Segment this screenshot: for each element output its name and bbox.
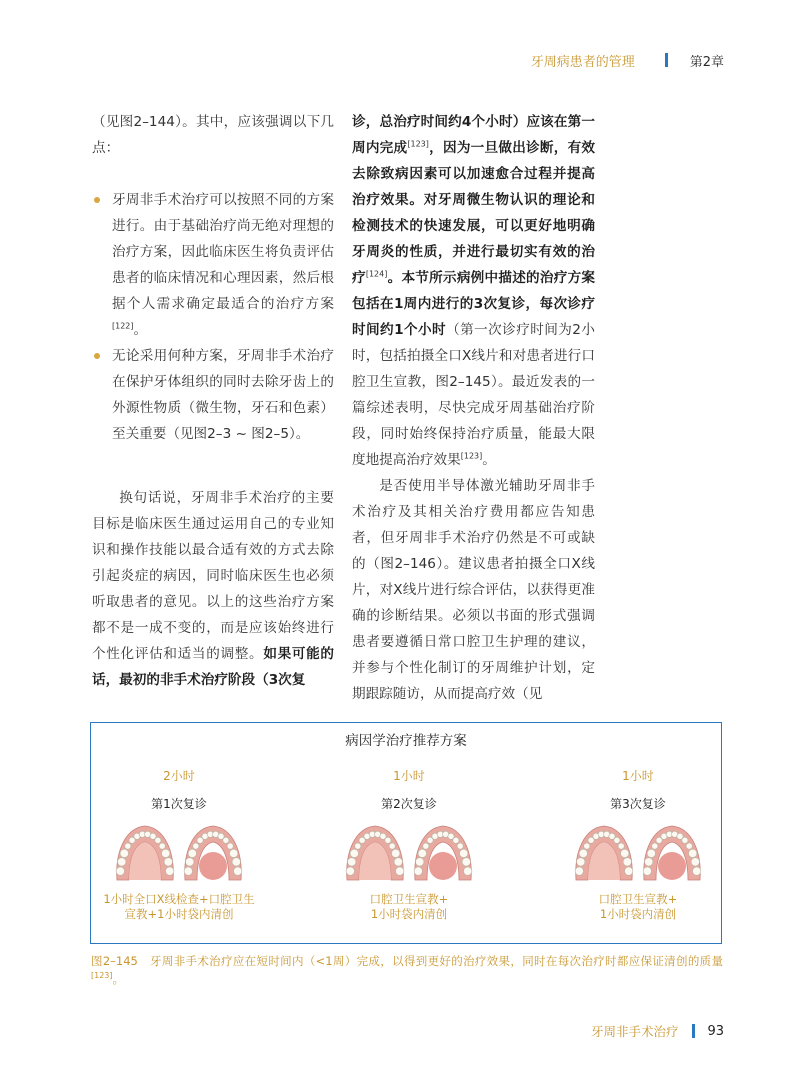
body-paragraph-continued: [352, 109, 595, 473]
right-column: [352, 109, 595, 707]
dental-arches: [324, 822, 494, 886]
figure-caption: [91, 952, 723, 988]
caption-tail: 。: [112, 972, 125, 986]
running-header: [531, 50, 724, 70]
running-footer: [591, 1022, 724, 1040]
emphasis-text: 诊，总治疗时间约4个小时）应该在第一周内完成: [352, 114, 595, 156]
citation: [124]: [365, 269, 388, 279]
emphasis-text: ，因为一旦做出诊断，有效去除致病因素可以加速愈合过程并提高治疗效果。对牙周微生物认识的理论和检测技术的快速发展，可以更好地明确牙周炎的性质，并进行最切实有效的治疗: [352, 140, 596, 286]
bullet-item-1: [92, 187, 334, 343]
body-paragraph: 是否使用半导体激光辅助牙周非手术治疗及其相关治疗费用都应告知患者，但牙周非手术治疗仍然是不可或缺的（图2–146）。建议患者拍摄全口X线片，对X线片进行综合评估，以获得更准确的诊断结果。必须以书面的形式强调患者要遵循日常口腔卫生护理的建议，并参与个性化制订的牙周维护计划，定期跟踪随访，从而提高疗效（见: [352, 478, 595, 702]
citation: [123]: [460, 451, 483, 461]
figure-2-145: [90, 722, 722, 944]
visit-description-line: 口腔卫生宣教+: [598, 892, 678, 906]
bullet-item-2: [92, 343, 334, 447]
visit-description-line: 宣教+1小时袋内清创: [124, 907, 234, 921]
intro-paragraph: （见图2–144）。其中，应该强调以下几点：: [92, 114, 334, 156]
figure-title: 病因学治疗推荐方案: [345, 733, 467, 749]
visit-2: [324, 767, 494, 922]
body-paragraph: [92, 485, 334, 693]
bullet-text: 牙周非手术治疗可以按照不同的方案进行。由于基础治疗尚无绝对理想的治疗方案，因此临床医生将负责评估患者的临床情况和心理因素，然后根据个人需求确定最适合的治疗方案: [112, 192, 334, 312]
page-number: 93: [707, 1023, 724, 1039]
visit-duration: 1小时: [393, 769, 425, 783]
header-section-title: 牙周病患者的管理: [530, 54, 635, 70]
citation: [123]: [91, 971, 113, 981]
caption-text: 牙周非手术治疗应在短时间内（<1周）完成，以得到更好的治疗效果，同时在每次治疗时都应保证清创的质量: [150, 954, 724, 968]
dental-arches: [94, 822, 264, 886]
visit-description: [553, 892, 723, 922]
bullet-list: [92, 187, 334, 447]
header-divider: [665, 53, 668, 67]
emphasis-text: 。本节所示病例中描述的治疗方案包括在1周内进行的3次复诊，每次诊疗时间约1个小时: [352, 270, 595, 338]
lower-dental-arch-icon: [411, 822, 475, 886]
upper-dental-arch-icon: [343, 822, 407, 886]
paragraph-text: （第一次诊疗时间为2小时，包括拍摄全口X线片和对患者进行口腔卫生宣教，图2–145）。最近发表的一篇综述表明，尽快完成牙周基础治疗阶段，同时始终保持治疗质量，能最大限度地提高治疗效果: [352, 322, 595, 468]
header-chapter: 第2章: [689, 54, 724, 70]
visit-description-line: 1小时袋内清创: [370, 907, 448, 921]
visit-description-line: 1小时袋内清创: [599, 907, 677, 921]
left-column: [92, 109, 334, 693]
citation: [123]: [407, 139, 429, 149]
visit-name: 第2次复诊: [381, 797, 437, 811]
paragraph-text: 。: [482, 452, 496, 468]
visit-name: 第1次复诊: [151, 797, 207, 811]
bullet-tail: 。: [133, 322, 148, 338]
emphasis-text: 如果可能的话，最初的非手术治疗阶段（3次复: [92, 646, 335, 688]
upper-dental-arch-icon: [113, 822, 177, 886]
visit-duration: 2小时: [163, 769, 195, 783]
paragraph-text: 换句话说，牙周非手术治疗的主要目标是临床医生通过运用自己的专业知识和操作技能以最合适有效的方式去除引起炎症的病因，同时临床医生也必须听取患者的意见。以上的这些治疗方案都不是一成不变的，而是应该始终进行个性化评估和适当的调整。: [92, 490, 334, 662]
visit-description-line: 口腔卫生宣教+: [369, 892, 449, 906]
lower-dental-arch-icon: [181, 822, 245, 886]
footer-divider: [692, 1024, 695, 1038]
visit-description-line: 1小时全口X线检查+口腔卫生: [103, 892, 255, 906]
visit-duration: 1小时: [622, 769, 654, 783]
visit-3: [553, 767, 723, 922]
upper-dental-arch-icon: [572, 822, 636, 886]
visit-description: [324, 892, 494, 922]
citation: [122]: [112, 321, 134, 331]
visit-name: 第3次复诊: [610, 797, 666, 811]
visit-1: [94, 767, 264, 922]
visit-description: [94, 892, 264, 922]
bullet-text: 无论采用何种方案，牙周非手术治疗在保护牙体组织的同时去除牙齿上的外源性物质（微生物，牙石和色素）至关重要（见图2–3 ~ 图2–5）。: [112, 348, 334, 442]
footer-section-title: 牙周非手术治疗: [590, 1024, 679, 1039]
lower-dental-arch-icon: [640, 822, 704, 886]
caption-label: 图2–145: [91, 954, 138, 968]
dental-arches: [553, 822, 723, 886]
